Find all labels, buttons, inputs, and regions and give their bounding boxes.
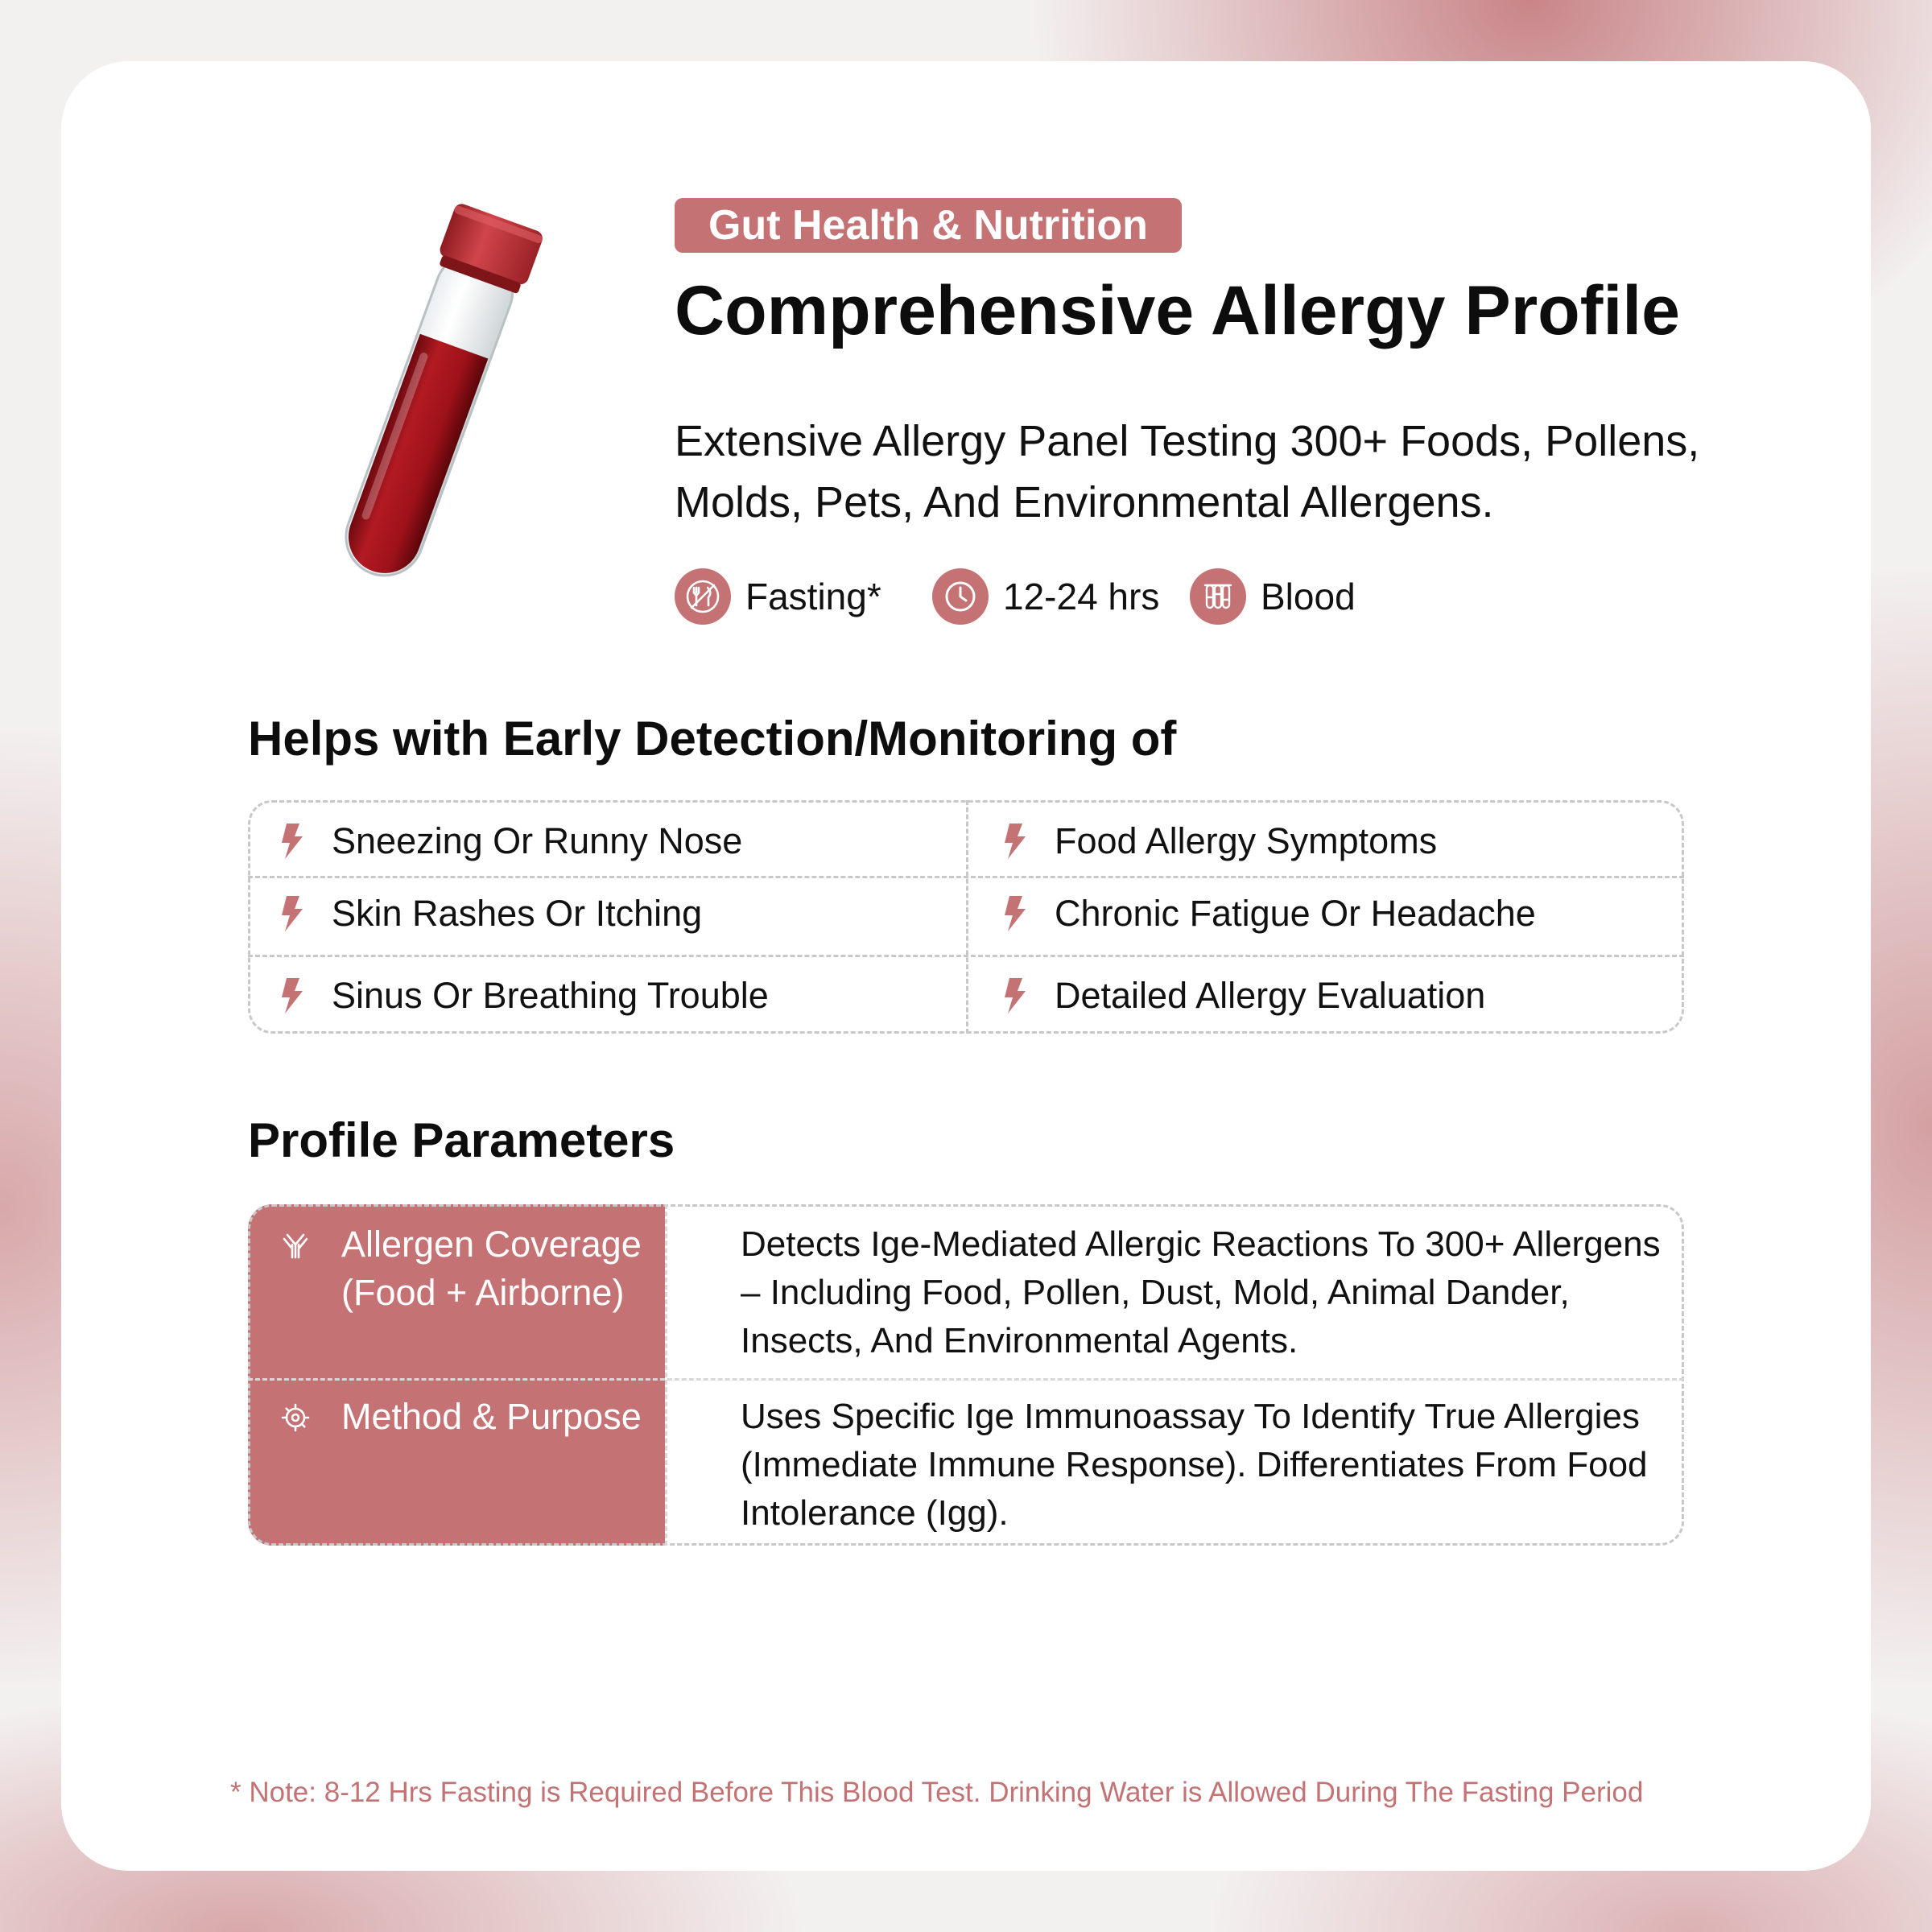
grid-divider — [966, 800, 968, 1034]
test-description: Extensive Allergy Panel Testing 300+ Foods, Pollens, Molds, Pets, And Environmental Allergens. — [675, 417, 1700, 526]
condition-item — [279, 817, 742, 865]
parameter-name: Allergen Coverage (Food + Airborne) — [341, 1224, 642, 1313]
bolt-icon — [279, 978, 306, 1013]
condition-label: Sneezing Or Runny Nose — [332, 820, 743, 861]
clock-icon — [932, 568, 989, 625]
bolt-icon — [279, 824, 306, 859]
condition-item — [1001, 817, 1437, 865]
condition-item — [279, 972, 769, 1020]
condition-item — [279, 890, 702, 938]
condition-item — [1001, 890, 1536, 938]
condition-label: Food Allergy Symptoms — [1055, 820, 1438, 861]
detection-title: Helps with Early Detection/Monitoring of — [248, 712, 1177, 766]
fasting-icon — [675, 568, 731, 625]
bolt-icon — [1001, 896, 1029, 931]
condition-label: Skin Rashes Or Itching — [332, 893, 703, 934]
table-column-divider — [665, 1204, 667, 1546]
condition-item — [1001, 972, 1485, 1020]
bolt-icon — [1001, 824, 1029, 859]
parameter-description: Detects Ige-Mediated Allergic Reactions To 300+ Allergens – Including Food, Pollen, Dust, Mold, Animal Dander, Insects, And Environmental Agents. — [741, 1224, 1661, 1360]
bolt-icon — [279, 896, 306, 931]
condition-label: Detailed Allergy Evaluation — [1055, 975, 1486, 1016]
condition-label: Sinus Or Breathing Trouble — [332, 975, 769, 1016]
meta-fasting — [675, 568, 881, 625]
page-title: Comprehensive Allergy Profile — [675, 272, 1680, 349]
parameter-description: Uses Specific Ige Immunoassay To Identify True Allergies (Immediate Immune Response). Differentiates From Food Intolerance (Igg). — [741, 1397, 1648, 1533]
parameter-name: Method & Purpose — [341, 1396, 642, 1437]
meta-duration — [932, 568, 1159, 625]
parameters-title: Profile Parameters — [248, 1113, 675, 1167]
meta-sample — [1190, 568, 1356, 625]
table-row-divider — [248, 1378, 1684, 1381]
meta-duration-label: 12-24 hrs — [1003, 576, 1160, 617]
fasting-note: * Note: 8-12 Hrs Fasting is Required Before This Blood Test. Drinking Water is Allowed During The Fasting Period — [230, 1777, 1644, 1808]
method-gear-icon — [280, 1402, 311, 1433]
meta-sample-label: Blood — [1261, 576, 1356, 617]
meta-fasting-label: Fasting* — [745, 576, 881, 617]
condition-label: Chronic Fatigue Or Headache — [1055, 893, 1536, 934]
blood-test-tube-image — [318, 197, 543, 624]
test-tubes-icon — [1190, 568, 1246, 625]
bolt-icon — [1001, 978, 1029, 1013]
antibody-icon — [280, 1228, 311, 1259]
category-badge: Gut Health & Nutrition — [675, 198, 1182, 253]
